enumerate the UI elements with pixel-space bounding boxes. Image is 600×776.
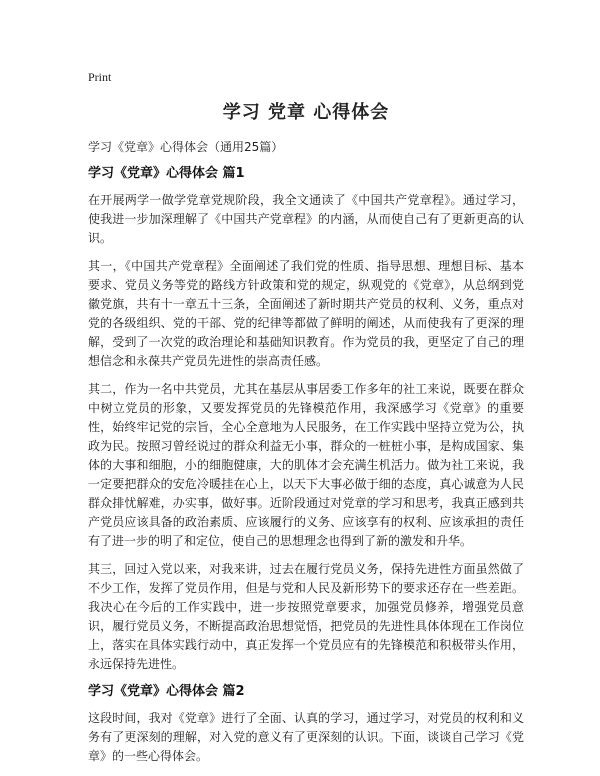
section-heading: 学习《党章》心得体会 篇1 [88,166,245,181]
print-label: Print [88,70,112,84]
document-title: 学习 党章 心得体会 [222,102,390,123]
paragraph: 其三，回过入党以来，对我来讲，过去在履行党员义务，保持先进性方面虽然做了不少工作，发挥了党员作用，但是与党和人民及新形势下的要求还存在一些差距。我决心在今后的工作实践中，进一步按照党章要求，加强党员修养，增强党员意识，履行党员义务，不断提高政治思想觉悟，把党员的先进性具体体现在工作岗位上，落实在具体实践行动中，真正发挥一个党员应有的先锋模范和积极带头作用，永远保持先进性。 [88,562,524,671]
document-subtitle: 学习《党章》心得体会（通用25篇） [88,140,284,154]
paragraph: 在开展两学一做学党章党规阶段，我全文通读了《中国共产党章程》。通过学习，使我进一步加深理解了《中国共产党章程》的内涵，从而使自己有了更新更高的认识。 [88,193,524,245]
section-1 [88,165,524,674]
document-page [88,70,524,775]
section-2 [88,683,524,766]
paragraph: 其一，《中国共产党章程》全面阐述了我们党的性质、指导思想、理想目标、基本要求、党员义务等党的路线方针政策和党的规定，纵观党的《党章》，从总纲到党徽党旗，共有十一章五十三条，全面阐述了新时期共产党员的权利、义务，重点对党的各级组织、党的干部、党的纪律等都做了鲜明的阐述，从而使我有了更深的理解，受到了一次党的政治理论和基础知识教育。作为党员的我，更坚定了自己的理想信念和永葆共产党员先进性的崇高责任感。 [88,259,524,368]
section-heading: 学习《党章》心得体会 篇2 [88,684,245,699]
paragraph: 这段时间，我对《党章》进行了全面、认真的学习，通过学习，对党员的权利和义务有了更深刻的理解，对入党的意义有了更深刻的认识。下面，谈谈自己学习《党章》的一些心得体会。 [88,711,524,763]
paragraph: 其二，作为一名中共党员，尤其在基层从事居委工作多年的社工来说，既要在群众中树立党员的形象，又要发挥党员的先锋模范作用，我深感学习《党章》的重要性，始终牢记党的宗旨，全心全意地为人民服务，在工作实践中坚持立党为公，执政为民。按照习曾经说过的群众利益无小事，群众的一桩桩小事，是构成国家、集体的大事和细胞，小的细胞健康，大的肌体才会充满生机活力。做为社工来说，我一定要把群众的安危冷暖挂在心上，以天下大事必做于细的态度，真心诚意为人民群众排忧解难，办实事，做好事。近阶段通过对党章的学习和思考，我真正感到共产党员应该具备的政治素质、应该履行的义务、应该享有的权利、应该承担的责任有了进一步的明了和定位，使自己的思想理念也得到了新的激发和升华。 [88,382,524,548]
